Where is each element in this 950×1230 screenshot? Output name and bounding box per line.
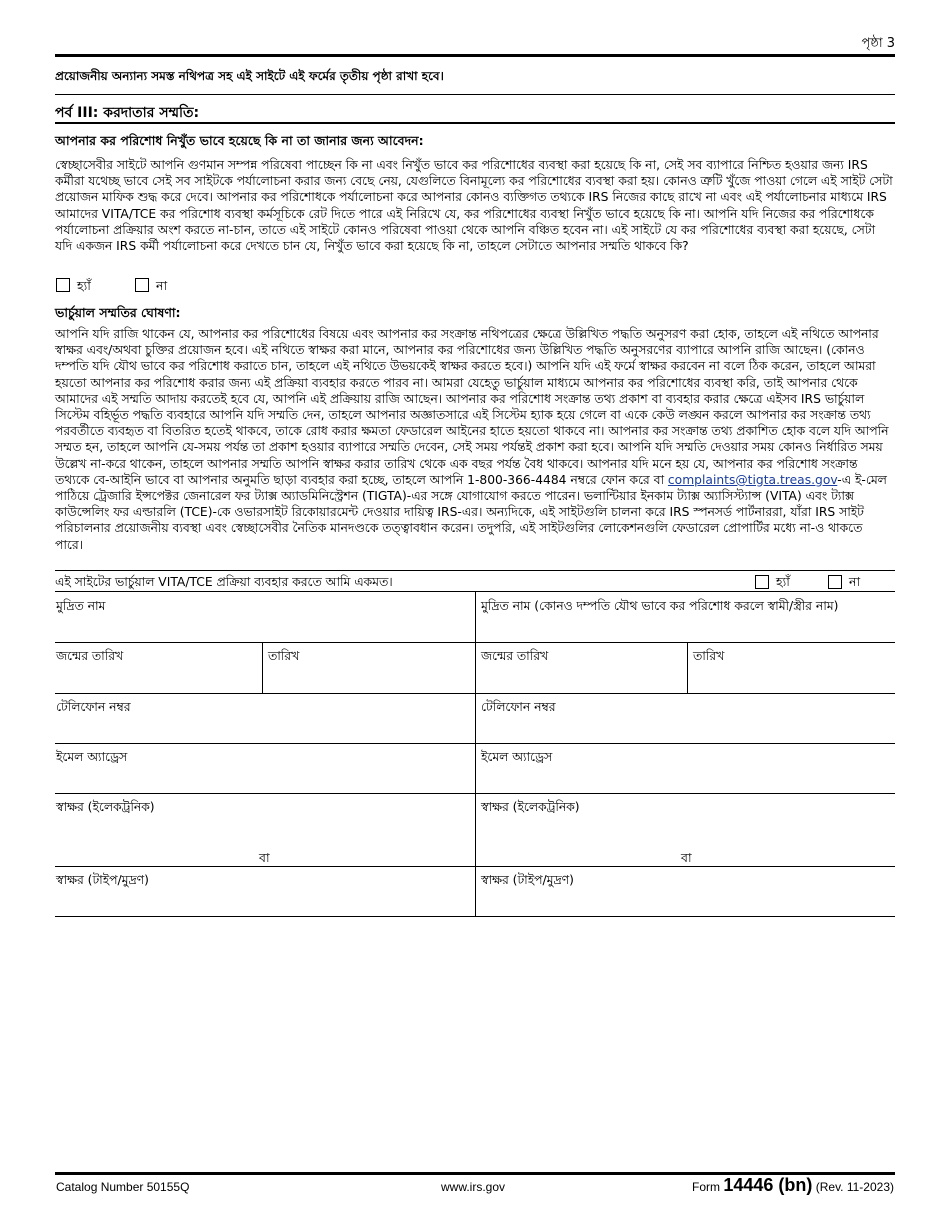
virtual-heading: ভার্চুয়াল সম্মতির ঘোষণা: [55, 305, 181, 320]
spouse-email-field[interactable]: ইমেল অ্যাড্রেস [481, 750, 553, 764]
form-revision: (Rev. 11-2023) [815, 1180, 894, 1194]
agree-yes-label: হ্যাঁ [776, 574, 790, 589]
virtual-paragraph-part-1: আপনি যদি রাজি থাকেন যে, আপনার কর পরিশোধের বিষয়ে এবং আপনার কর সংক্রান্ত নথিপত্রের ক্ষেত্রে উল্লিখিত পদ্ধতি অনুসরণ করা হোক, তাহলে এই নথিতে আপনার স্বাক্ষর এবং/অথবা চুক্তির প্রয়োজন হবে। এই নথিতে স্বাক্ষর করা মানে, আপনার কর পরিশোধের জন্য উল্লিখিত পদ্ধতি অনুসরণের ব্যাপারে আপনি রাজি আছেন। (কোনও দম্পতি যদি যৌথ ভাবে কর পরিশোধ করাতে চান, তাহলে এই নথিতে উভয়কেই স্বাক্ষর করতে হবে।) আপনি যদি এই ফর্মে স্বাক্ষর করবেন না বলে ঠিক করেন, তাহলে আমরা হয়তো আপনার কর পরিশোধ করার জন্য এই প্রক্রিয়া ব্যবহার করতে পারব না। আমরা যেহেতু ভার্চুয়াল মাধ্যমে আপনার কর পরিশোধের ব্যবস্থা করি, তাই আপনার থেকে আমাদের এই সম্মতি আদায় করতেই হবে যে, আপনি এই প্রক্রিয়ায় রাজি আছেন। আপনার কর পরিশোধ সংক্রান্ত তথ্য প্রকাশ বা ব্যবহার করার ক্ষেত্রে এইসব IRS ভার্চুয়াল সিস্টেম বহির্ভূত পদ্ধতি ব্যবহারে আপনি যদি সম্মতি দেন, তাহলে আপনার অজ্ঞাতসারে এই সিস্টেম হ্যাক হয়ে গেলে বা একে কেউ লঙ্ঘন করলে আপনার কর সংক্রান্ত তথ্য পরবর্তীতে ব্যবহৃত বা বিতরিত হতেই থাকবে, তাকে রোধ করার ক্ষমতা ফেডারেল আইনের হাতে হয়তো থাকবে না। আপনার কর সংক্রান্ত তথ্য প্রকাশিত হোক বলে যদি আপনি সম্মত হন, তাহলে আপনি যে-সময় পর্যন্ত তা প্রকাশ হওয়ার ব্যাপারে সম্মতি দেবেন, সেই সময় পর্যন্তই প্রকাশ করা হবে। আপনি যদি সম্মতি দেওয়ার সময় কোনও নির্ধারিত সময় উল্লেখ না-করে থাকেন, তাহলে আপনার সম্মতি আপনি স্বাক্ষর করার তারিখ থেকে এক বছর পর্যন্ত বৈধ থাকবে। আপনার যদি মনে হয় যে, আপনার কর পরিশোধ সংক্রান্ত তথ্যকে বে-আইনি ভাবে বা আপনার অনুমতি ছাড়া ব্যবহার করা হচ্ছে, তাহলে আপনি 1-800-366-4484 নম্বরে ফোন করে বা [55, 327, 889, 487]
review-yes-label: হ্যাঁ [77, 278, 91, 293]
spouse-telephone-field[interactable]: টেলিফোন নম্বর [481, 700, 556, 714]
agree-no-checkbox[interactable] [828, 575, 842, 589]
header-rule [55, 54, 895, 57]
form-number: 14446 (bn) [723, 1175, 813, 1195]
row-rule-2 [55, 693, 895, 694]
agree-top-rule [55, 570, 895, 571]
row-rule-3 [55, 743, 895, 744]
spouse-signature-typed-field[interactable]: স্বাক্ষর (টাইপ/মুদ্রণ) [481, 873, 574, 887]
row-rule-4 [55, 793, 895, 794]
date-field[interactable]: তারিখ [268, 649, 300, 663]
spouse-signature-electronic-field[interactable]: স্বাক্ষর (ইলেকট্রনিক) [481, 800, 580, 814]
page-number: পৃষ্ঠা 3 [861, 36, 895, 51]
spouse-dob-field[interactable]: জন্মের তারিখ [481, 649, 549, 663]
right-date-divider [687, 642, 688, 693]
row-rule-1 [55, 642, 895, 643]
dob-field[interactable]: জন্মের তারিখ [56, 649, 124, 663]
complaints-email-link[interactable]: complaints@tigta.treas.gov [667, 472, 838, 487]
table-center-divider [475, 591, 476, 916]
spouse-or-label: বা [681, 850, 692, 865]
agree-no-label: না [849, 574, 861, 589]
row-rule-5 [55, 866, 895, 867]
virtual-paragraph-part-2: -এ ই-মেল পাঠিয়ে ট্রেজারি ইন্সপেক্টর জেনারেল ফর ট্যাক্স অ্যাডমিনিস্ট্রেশন (TIGTA)-এর সঙ্গে যোগাযোগ করতে পারেন। ভলান্টিয়ার ইনকাম ট্যাক্স অ্যাসিস্ট্যান্স (VITA) এবং ট্যাক্স কাউন্সেলিং ফর এল্ডারলি (TCE)-কে ওভারসাইট রিকোয়ারমেন্ট দেওয়ার দায়িত্ব IRS-এর। অন্যদিকে, এই সাইটগুলি চালনা করে IRS স্পনসর্ড পার্টনাররা, যাঁরা IRS সাইট পরিচালনার প্রয়োজনীয় ব্যবস্থা এবং স্বেচ্ছাসেবীর নৈতিক মানদণ্ডকে তত্ত্বাবধান করেন। তদুপরি, এই সাইটগুলির লোকেশনগুলি ফেডারেল প্রোপার্টির মধ্যে না-ও থাকতে পারে। [55, 472, 887, 552]
review-paragraph: স্বেচ্ছাসেবীর সাইটে আপনি গুণমান সম্পন্ন পরিষেবা পাচ্ছেন কি না এবং নিখুঁত ভাবে কর পরিশোধের ব্যবস্থা করা হয়েছে কি না, সেই সব ব্যাপারে নিশ্চিত হওয়ার জন্য IRS কর্মীরা যথেচ্ছ ভাবে সেই সব সাইটকে পর্যালোচনা করার জন্য বেছে নেয়, যেগুলিতে বিনামূল্যে কর পরিশোধের ব্যবস্থা করা হয়। কোনও ত্রুটি খুঁজে পাওয়া গেলে এই সাইট সেটা প্রয়োজন মাফিক শুদ্ধ করে দেবে। আপনার কর পরিশোধকে পর্যালোচনা করে আপনার কোনও ব্যক্তিগত তথ্যকে IRS নিজের কাছে রাখে না এবং এই পর্যালোচনার মাধ্যমে IRS আমাদের VITA/TCE কর পরিশোধ ব্যবস্থা কর্মসূচিকে রেট দিতে পারে এই নিরিখে যে, কর পরিশোধের ব্যবস্থা নিখুঁত ভাবে হয়েছে কি না। আপনি যদি নিজের কর পরিশোধকে পর্যালোচনা প্রক্রিয়ার অংশ করতে না-চান, তাতে এই সাইটে কোনও পরিষেবা পাওয়া থেকে আপনি বঞ্চিত হবেন না। এই সাইটে যে কর পরিশোধের ব্যবস্থা করা হয়েছে, সেটা যদি একজন IRS কর্মী পর্যালোচনা করে দেখতে চান যে, নিখুঁত ভাবে করা হয়েছে কি না, তাহলে সেটাতে আপনার সম্মতি থাকবে কি? [55, 158, 893, 254]
signature-electronic-field[interactable]: স্বাক্ষর (ইলেকট্রনিক) [56, 800, 155, 814]
agree-yes-checkbox[interactable] [755, 575, 769, 589]
part-title: পর্ব III: করদাতার সম্মতি: [55, 105, 200, 121]
left-date-divider [262, 642, 263, 693]
section-rule [55, 94, 895, 95]
email-field[interactable]: ইমেল অ্যাড্রেস [56, 750, 128, 764]
printed-name-field[interactable]: মুদ্রিত নাম [56, 599, 106, 613]
website: www.irs.gov [441, 1180, 506, 1194]
agree-statement: এই সাইটের ভার্চুয়াল VITA/TCE প্রক্রিয়া ব্যবহার করতে আমি একমত। [55, 575, 393, 589]
review-no-label: না [156, 278, 168, 293]
virtual-paragraph [55, 326, 893, 553]
review-heading: আপনার কর পরিশোধ নিখুঁত ভাবে হয়েছে কি না তা জানার জন্য আবেদন: [55, 133, 424, 148]
review-no-checkbox[interactable] [135, 278, 149, 292]
or-label: বা [259, 850, 270, 865]
form-prefix: Form [692, 1180, 720, 1194]
retain-note: প্রয়োজনীয় অন্যান্য সমস্ত নথিপত্র সহ এই সাইটে এই ফর্মের তৃতীয় পৃষ্ঠা রাখা হবে। [55, 69, 444, 83]
form-id [600, 1175, 894, 1196]
row-rule-6 [55, 916, 895, 917]
review-yes-checkbox[interactable] [56, 278, 70, 292]
telephone-field[interactable]: টেলিফোন নম্বর [56, 700, 131, 714]
signature-typed-field[interactable]: স্বাক্ষর (টাইপ/মুদ্রণ) [56, 873, 149, 887]
spouse-printed-name-field[interactable]: মুদ্রিত নাম (কোনও দম্পতি যৌথ ভাবে কর পরিশোধ করলে স্বামী/স্ত্রীর নাম) [481, 599, 839, 613]
spouse-date-field[interactable]: তারিখ [693, 649, 725, 663]
catalog-number: Catalog Number 50155Q [56, 1180, 190, 1194]
part-title-rule [55, 122, 895, 124]
